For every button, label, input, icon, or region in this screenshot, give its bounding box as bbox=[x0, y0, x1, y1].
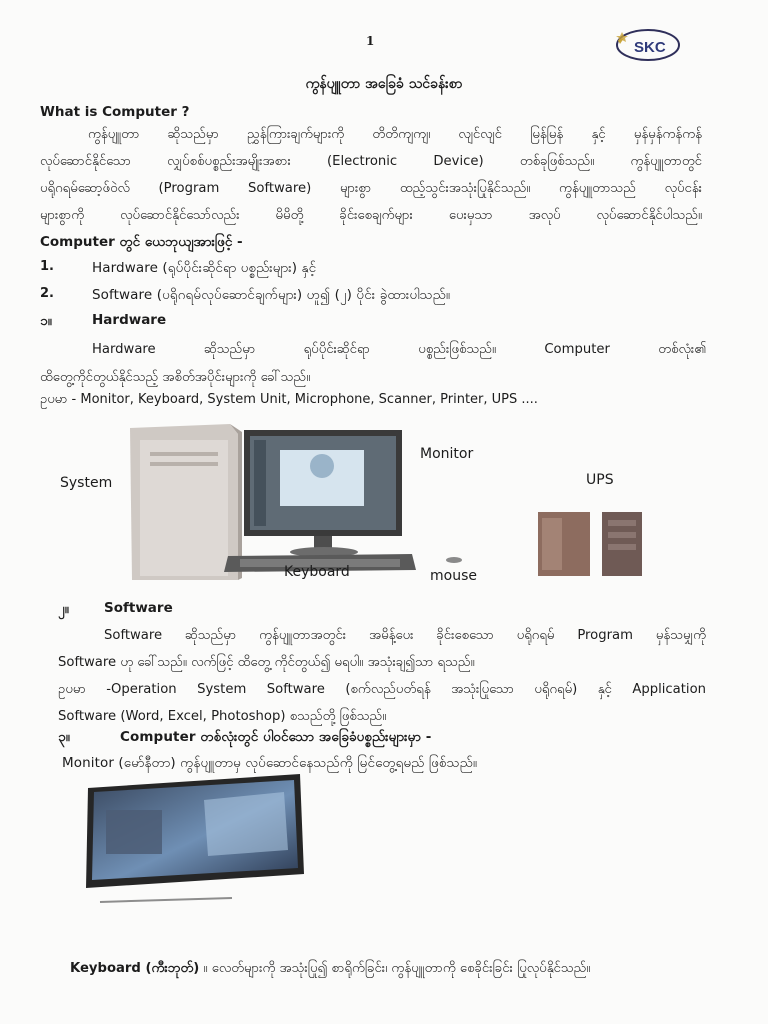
paragraph-line: ထိတွေ့ကိုင်တွယ်နိုင်သည့် အစိတ်အပိုင်းများကို ခေါ်သည်။ bbox=[40, 370, 311, 385]
section-number: ၁။ bbox=[40, 313, 52, 329]
list-item-number: 1. bbox=[40, 259, 54, 274]
keyboard-description bbox=[70, 960, 590, 979]
basics-heading: Computer တစ်လုံးတွင် ပါဝင်သော အခြေခံပစ္စည်းများမှာ - bbox=[120, 729, 432, 745]
hardware-heading: Hardware bbox=[92, 312, 167, 328]
paragraph-line: ကွန်ပျူတာ ဆိုသည်မှာ ညွှန်ကြားချက်များကို တိတိကျကျ၊ လျင်လျင် မြန်မြန် နှင့် မှန်မှန်ကန်ကန် bbox=[88, 127, 702, 142]
list-item-hardware: Hardware (ရုပ်ပိုင်းဆိုင်ရာ ပစ္စည်းများ) နှင့် bbox=[92, 260, 317, 276]
label-mouse: mouse bbox=[430, 568, 477, 584]
svg-text:SKC: SKC bbox=[634, 39, 666, 56]
hardware-example: ဥပမာ - Monitor, Keyboard, System Unit, Microphone, Scanner, Printer, UPS .... bbox=[40, 392, 538, 407]
paragraph-line: Software ဆိုသည်မှာ ကွန်ပျူတာအတွင်း အမိန့်ပေး ခိုင်းစေသော ပရိုဂရမ် Program မှန်သမျှကို bbox=[104, 628, 706, 643]
label-ups: UPS bbox=[586, 472, 614, 488]
paragraph-line: လုပ်ဆောင်နိုင်သော လျှပ်စစ်ပစ္စည်းအမျိုးအစား (Electronic Device) တစ်ခုဖြစ်သည်။ ကွန်ပျူတာတွင် bbox=[40, 154, 702, 169]
keyboard-text: ။ လေတ်များကို အသုံးပြု၍ စာရိုက်ခြင်း၊ ကွန်ပျူတာကို စေခိုင်းခြင်း ပြုလုပ်နိုင်သည်။ bbox=[199, 961, 591, 976]
paragraph-line: Software ဟု ခေါ်သည်။ လက်ဖြင့် ထိတွေ့ ကိုင်တွယ်၍ မရပါ။ အသုံးချ၍သာ ရသည်။ bbox=[58, 655, 475, 670]
hardware-paragraph bbox=[40, 336, 706, 392]
hardware-illustration bbox=[120, 420, 660, 590]
software-heading: Software bbox=[104, 600, 173, 616]
skc-logo bbox=[608, 24, 682, 64]
section-heading-what-is-computer: What is Computer ? bbox=[40, 104, 190, 120]
software-paragraph bbox=[58, 622, 706, 730]
section-number: ၂။ bbox=[58, 601, 69, 617]
intro-paragraph bbox=[40, 121, 702, 229]
paragraph-line: Software (Word, Excel, Photoshop) စသည်တို့ ဖြစ်သည်။ bbox=[58, 709, 387, 724]
list-item-number: 2. bbox=[40, 286, 54, 301]
label-keyboard: Keyboard bbox=[284, 564, 350, 580]
label-system: System bbox=[60, 475, 113, 491]
list-item-software: Software (ပရိုဂရမ်လုပ်ဆောင်ချက်များ) ဟူ၍ (၂) ပိုင်း ခွဲထားပါသည်။ bbox=[92, 287, 451, 303]
paragraph-line: ဥပမာ -Operation System Software (စက်လည်ပတ်ရန် အသုံးပြုသော ပရိုဂရမ်) နှင့် Application bbox=[58, 682, 706, 697]
monitor-photo bbox=[84, 770, 306, 912]
computer-types-heading: Computer တွင် ယေဘုယျအားဖြင့် - bbox=[40, 234, 243, 250]
page-number: 1 bbox=[366, 34, 375, 48]
label-monitor: Monitor bbox=[420, 446, 474, 462]
keyboard-term: Keyboard (ကီးဘုတ်) bbox=[70, 961, 200, 976]
paragraph-line: ပရိုဂရမ်ဆော့ဖ်ဝဲလ် (Program Software) များစွာ ထည့်သွင်းအသုံးပြုနိုင်သည်။ ကွန်ပျူတာသည် လုပ်ငန်း bbox=[40, 181, 702, 196]
section-number: ၃။ bbox=[58, 729, 70, 745]
document-title: ကွန်ပျူတာ အခြေခံ သင်ခန်းစာ bbox=[305, 76, 463, 92]
paragraph-line: Hardware ဆိုသည်မှာ ရုပ်ပိုင်းဆိုင်ရာ ပစ္စည်းဖြစ်သည်။ Computer တစ်လုံး၏ bbox=[92, 342, 706, 357]
monitor-description: Monitor (မော်နီတာ) ကွန်ပျူတာမှ လုပ်ဆောင်နေသည်ကို မြင်တွေ့ရမည် ဖြစ်သည်။ bbox=[62, 755, 478, 771]
paragraph-line: များစွာကို လုပ်ဆောင်နိုင်သော်လည်း မိမိတို့ ခိုင်းစေချက်များ ပေးမှသာ အလုပ် လုပ်ဆောင်နိုင်ပါသည်။ bbox=[40, 208, 702, 223]
